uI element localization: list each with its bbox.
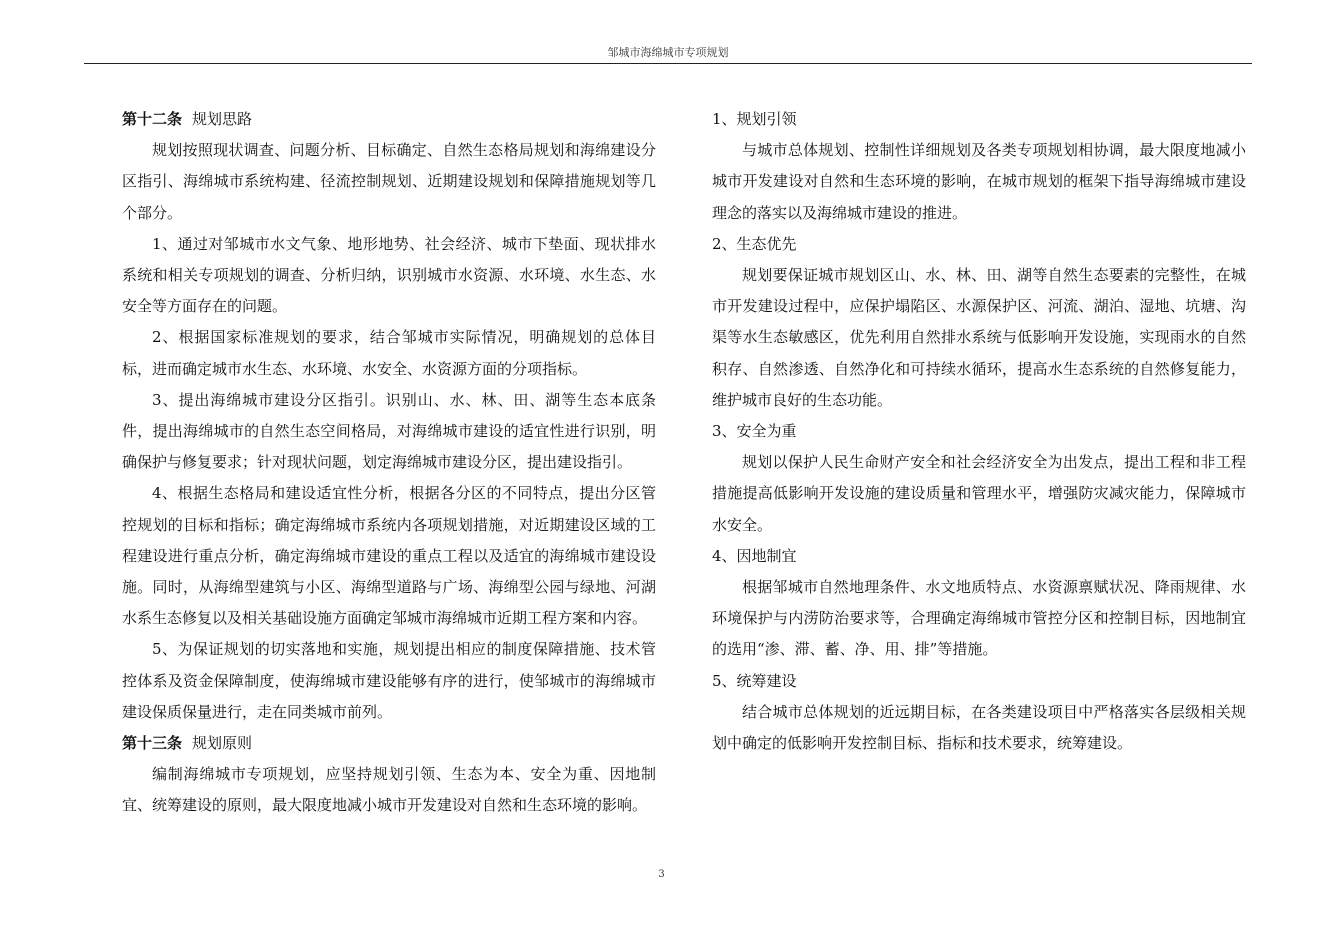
- principle-text: 规划要保证城市规划区山、水、林、田、湖等自然生态要素的完整性，在城市开发建设过程中，应保护塌陷区、水源保护区、河流、湖泊、湿地、坑塘、沟渠等水生态敏感区，优先利用自然排水系统与低影响开发设施，实现雨水的自然积存、自然渗透、自然净化和可持续水循环，提高水生态系统的自然修复能力，维护城市良好的生态功能。: [712, 266, 1246, 409]
- article-12-paragraph: 3、提出海绵城市建设分区指引。识别山、水、林、田、湖等生态本底条件，提出海绵城市的自然生态空间格局，对海绵城市建设的适宜性进行识别，明确保护与修复要求；针对现状问题，划定海绵城市建设分区，提出建设指引。: [122, 390, 656, 472]
- principle-heading: 5、统筹建设: [712, 671, 797, 690]
- article-12-heading: [122, 104, 656, 135]
- principle-heading: 3、安全为重: [712, 422, 797, 441]
- principle-text: 根据邹城市自然地理条件、水文地质特点、水资源禀赋状况、降雨规律、水环境保护与内涝防治要求等，合理确定海绵城市管控分区和控制目标，因地制宜的选用“渗、滞、蓄、净、用、排”等措施。: [712, 578, 1246, 659]
- article-12-paragraph: 4、根据生态格局和建设适宜性分析，根据各分区的不同特点，提出分区管控规划的目标和指标；确定海绵城市系统内各项规划措施，对近期建设区域的工程建设进行重点分析，确定海绵城市建设的重点工程以及适宜的海绵城市建设设施。同时，从海绵型建筑与小区、海绵型道路与广场、海绵型公园与绿地、河湖水系生态修复以及相关基础设施方面确定邹城市海绵城市近期工程方案和内容。: [122, 484, 656, 628]
- article-12-paragraph: 1、通过对邹城市水文气象、地形地势、社会经济、城市下垫面、现状排水系统和相关专项规划的调查、分析归纳，识别城市水资源、水环境、水生态、水安全等方面存在的问题。: [122, 234, 656, 316]
- article-12-paragraph: 5、为保证规划的切实落地和实施，规划提出相应的制度保障措施、技术管控体系及资金保障制度，使海绵城市建设能够有序的进行，使邹城市的海绵城市建设保质保量进行，走在同类城市前列。: [122, 640, 656, 721]
- principle-heading: 4、因地制宜: [712, 546, 797, 565]
- principle-heading: 1、规划引领: [712, 110, 797, 128]
- article-13-title: 规划原则: [192, 734, 253, 753]
- right-column: [712, 104, 1246, 759]
- principle-heading: 2、生态优先: [712, 234, 797, 253]
- article-12-paragraph: 规划按照现状调查、问题分析、目标确定、自然生态格局规划和海绵建设分区指引、海绵城市系统构建、径流控制规划、近期建设规划和保障措施规划等几个部分。: [122, 141, 656, 222]
- article-12-number: 第十二条: [122, 110, 183, 128]
- principle-text: 规划以保护人民生命财产安全和社会经济安全为出发点，提出工程和非工程措施提高低影响开发设施的建设质量和管理水平，增强防灾减灾能力，保障城市水安全。: [712, 453, 1246, 534]
- principle-text: 结合城市总体规划的近远期目标，在各类建设项目中严格落实各层级相关规划中确定的低影响开发控制目标、指标和技术要求，统筹建设。: [712, 702, 1246, 753]
- running-header: 邹城市海绵城市专项规划: [607, 46, 729, 59]
- article-13-heading: [122, 728, 656, 759]
- article-12-title: 规划思路: [192, 110, 253, 128]
- principle-text: 与城市总体规划、控制性详细规划及各类专项规划相协调，最大限度地减小城市开发建设对自然和生态环境的影响，在城市规划的框架下指导海绵城市建设理念的落实以及海绵城市建设的推进。: [712, 141, 1246, 222]
- page-number: 3: [658, 869, 665, 880]
- article-13-paragraph: 编制海绵城市专项规划，应坚持规划引领、生态为本、安全为重、因地制宜、统筹建设的原则，最大限度地减小城市开发建设对自然和生态环境的影响。: [122, 765, 656, 815]
- article-12-paragraph: 2、根据国家标准规划的要求，结合邹城市实际情况，明确规划的总体目标，进而确定城市水生态、水环境、水安全、水资源方面的分项指标。: [122, 328, 656, 378]
- header-rule: [84, 63, 1252, 64]
- left-column: [122, 104, 656, 822]
- article-13-number: 第十三条: [122, 734, 183, 753]
